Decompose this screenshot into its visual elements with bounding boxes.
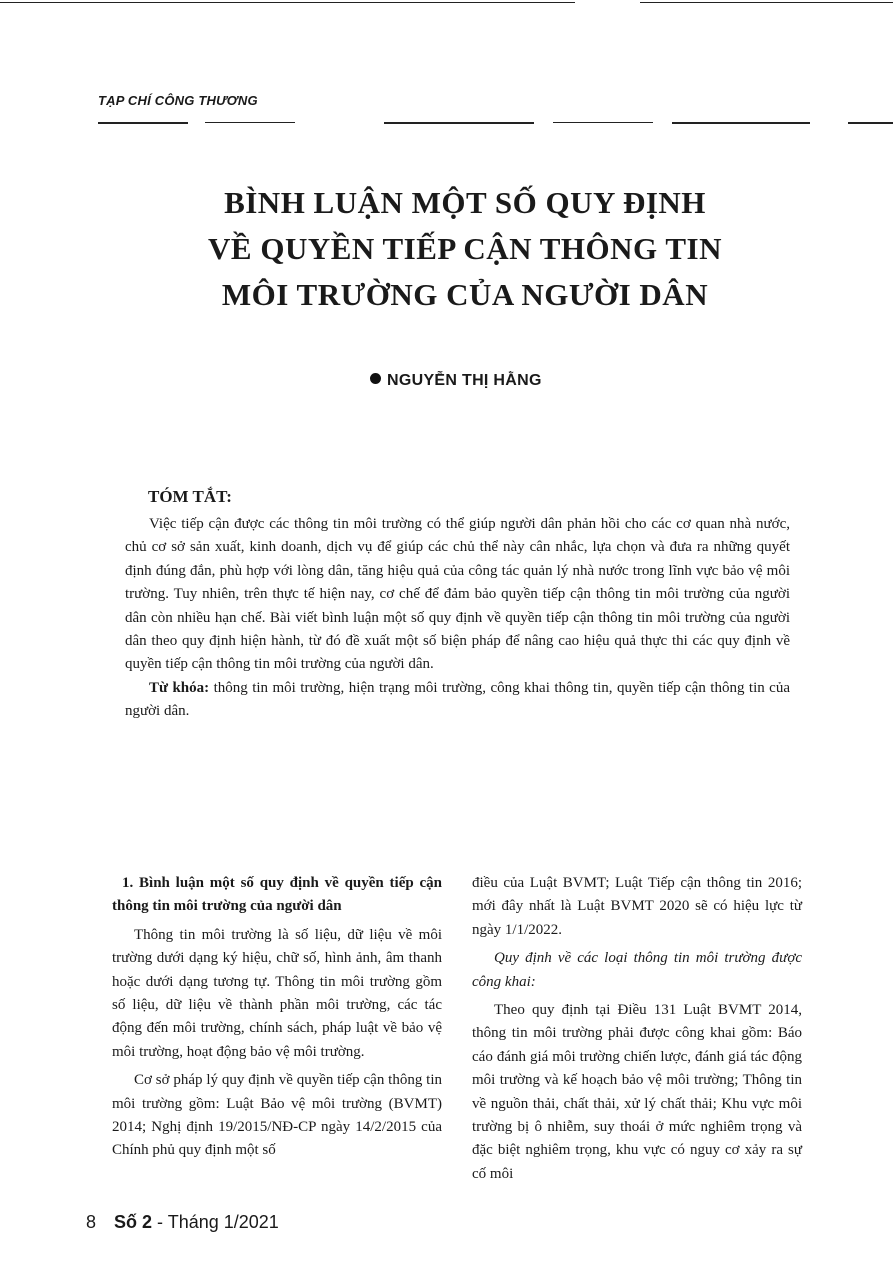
right-column	[472, 872, 802, 1191]
top-scan-line-right	[640, 2, 893, 3]
paragraph: Theo quy định tại Điều 131 Luật BVMT 2014, thông tin môi trường phải được công khai gồm: Báo cáo đánh giá môi trường chiến lược, đánh giá tác động môi trường và kế hoạch bảo vệ môi trường; Thông tin về nguồn thải, chất thải, xử lý chất thải; Khu vực môi trường bị ô nhiễm, suy thoái ở mức nghiêm trọng và đặc biệt nghiêm trọng, khu vực có nguy cơ xảy ra sự cố môi	[472, 1002, 802, 1182]
title-line: BÌNH LUẬN MỘT SỐ QUY ĐỊNH	[224, 185, 706, 220]
abstract-body: Việc tiếp cận được các thông tin môi trường có thể giúp người dân phản hồi cho các cơ quan nhà nước, chủ cơ sở sản xuất, kinh doanh, dịch vụ để giúp các chủ thể này cân nhắc, lựa chọn và đưa ra những quyết định đúng đắn, phù hợp với lòng dân, tăng hiệu quả của công tác quản lý nhà nước trong lĩnh vực bảo vệ môi trường. Tuy nhiên, trên thực tế hiện nay, cơ chế để đảm bảo quyền tiếp cận thông tin môi trường của người dân còn nhiều hạn chế. Bài viết bình luận một số quy định về quyền tiếp cận thông tin môi trường của người dân theo quy định hiện hành, từ đó đề xuất một số biện pháp để nâng cao hiệu quả thực thi các quy định về quyền tiếp cận thông tin môi trường của người dân.	[125, 516, 790, 673]
issue-date: - Tháng 1/2021	[152, 1212, 279, 1232]
header-rule	[205, 122, 295, 123]
header-rule	[848, 122, 893, 124]
page-number: 8	[86, 1212, 97, 1232]
header-rule	[672, 122, 810, 124]
bullet-icon	[370, 373, 381, 384]
article-title	[120, 180, 810, 318]
section-heading: 1. Bình luận một số quy định về quyền tiếp cận thông tin môi trường của người dân	[112, 875, 442, 915]
paragraph: Cơ sở pháp lý quy định về quyền tiếp cận thông tin môi trường gồm: Luật Bảo vệ môi trường (BVMT) 2014; Nghị định 19/2015/NĐ-CP ngày 14/2/2015 của Chính phủ quy định một số	[112, 1072, 442, 1159]
keywords-text: thông tin môi trường, hiện trạng môi trường, công khai thông tin, quyền tiếp cận thông tin của người dân.	[125, 679, 790, 720]
italic-subheading: Quy định về các loại thông tin môi trường được công khai:	[472, 950, 802, 990]
left-column	[112, 872, 442, 1168]
title-line: MÔI TRƯỜNG CỦA NGƯỜI DÂN	[221, 277, 709, 312]
header-rule	[553, 122, 653, 123]
issue-info	[114, 1212, 279, 1232]
page-footer	[86, 1212, 279, 1233]
abstract-heading: TÓM TẮT:	[148, 487, 232, 506]
author	[370, 372, 542, 390]
paragraph: Thông tin môi trường là số liệu, dữ liệu về môi trường dưới dạng ký hiệu, chữ số, hình ảnh, âm thanh hoặc dưới dạng tương tự. Thông tin môi trường gồm số liệu, dữ liệu về thành phần môi trường, các tác động đến môi trường, chính sách, pháp luật về bảo vệ môi trường, hoạt động bảo vệ môi trường.	[112, 926, 442, 1060]
header-rule	[98, 122, 188, 124]
journal-name: TẠP CHÍ CÔNG THƯƠNG	[98, 93, 258, 108]
keywords	[125, 677, 790, 724]
issue-label: Số 2	[114, 1212, 153, 1232]
keywords-label: Từ khóa:	[149, 679, 210, 696]
abstract	[125, 513, 790, 724]
top-scan-line	[0, 2, 575, 3]
header-rule	[384, 122, 534, 124]
title-line: VỀ QUYỀN TIẾP CẬN THÔNG TIN	[208, 231, 722, 266]
paragraph: điều của Luật BVMT; Luật Tiếp cận thông tin 2016; mới đây nhất là Luật BVMT 2020 sẽ có hiệu lực từ ngày 1/1/2022.	[472, 875, 802, 938]
author-name: NGUYỄN THỊ HẰNG	[387, 372, 542, 389]
